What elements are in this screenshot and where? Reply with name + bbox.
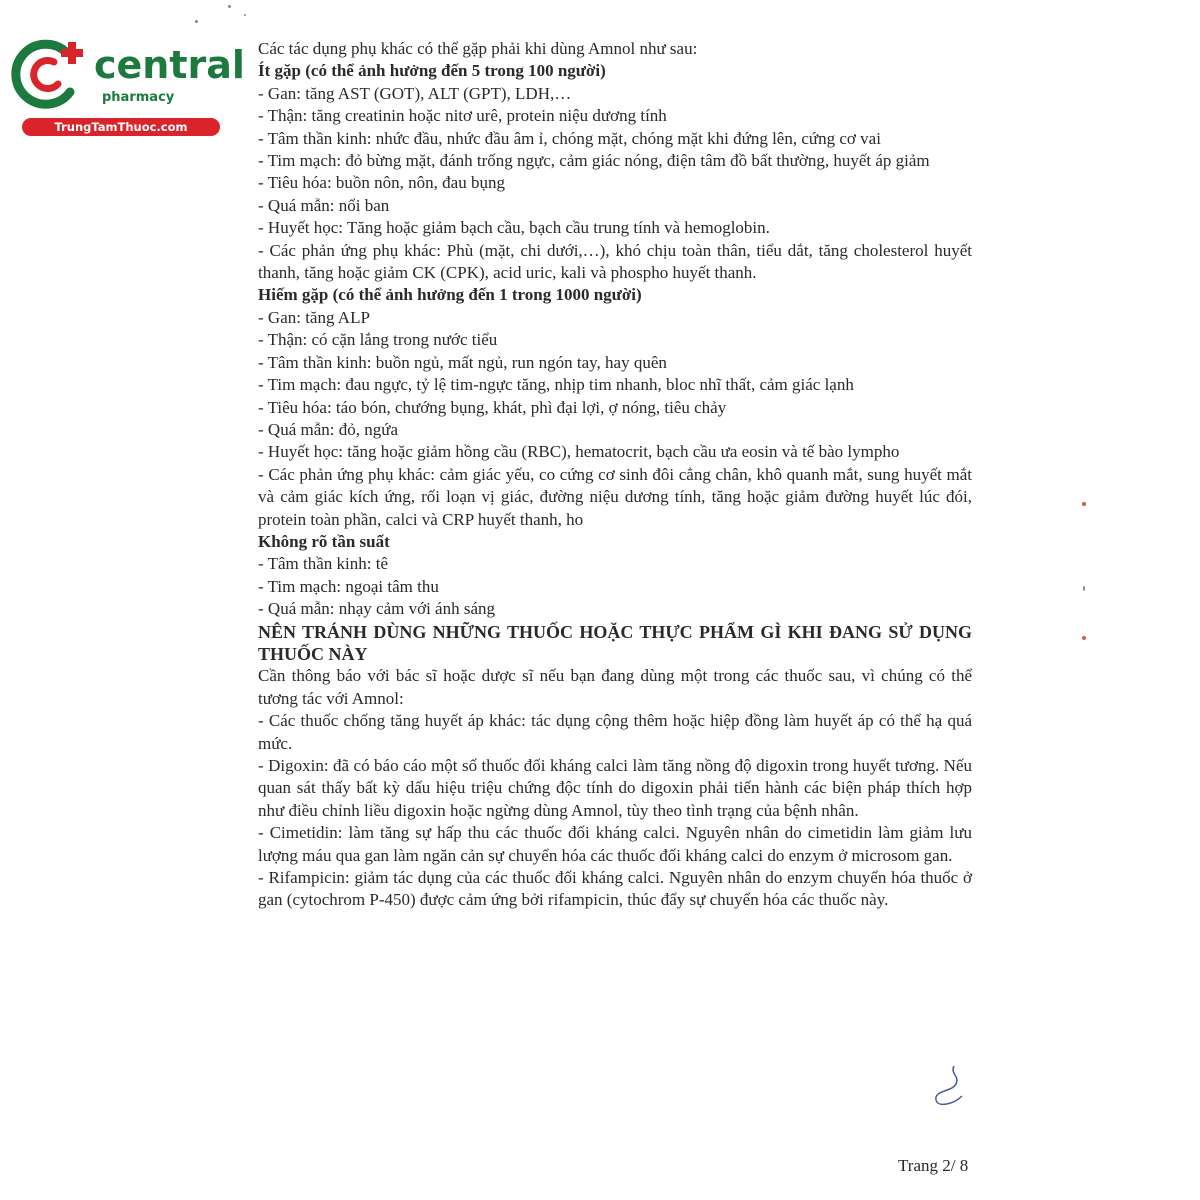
list-item: - Các phản ứng phụ khác: Phù (mặt, chi dưới,…), khó chịu toàn thân, tiểu dắt, tăng cholesterol huyết thanh, tăng hoặc giảm CK (CPK), acid uric, kali và phospho huyết thanh. [258,240,972,283]
list-item: - Gan: tăng ALP [258,307,370,327]
page-number: Trang 2/ 8 [898,1156,969,1175]
scan-speck [1082,502,1086,506]
handwritten-initial-mark [924,1060,974,1112]
list-item: - Quá mẫn: đỏ, ngứa [258,419,398,439]
pharmacy-cross-logo-icon [10,38,94,110]
interactions-intro: Cần thông báo với bác sĩ hoặc dược sĩ nếu bạn đang dùng một trong các thuốc sau, vì chúng có thể tương tác với Amnol: [258,666,972,708]
brand-subtitle: pharmacy [102,90,175,105]
brand-name: central [94,43,245,87]
list-item: - Thận: có cặn lắng trong nước tiểu [258,330,498,350]
list-item: - Digoxin: đã có báo cáo một số thuốc đối kháng calci làm tăng nồng độ digoxin trong huyết tương. Nếu quan sát thấy bất kỳ dấu hiệu triệu chứng độc tính do digoxin phải tiến hành các biện pháp thích hợp như điều chỉnh liều digoxin hoặc ngừng dùng Amnol, tùy theo tình trạng của bệnh nhân. [258,756,972,820]
list-item: - Tâm thần kinh: nhức đầu, nhức đầu âm ỉ, chóng mặt, chóng mặt khi đứng lên, cứng cơ vai [258,128,881,148]
list-item: - Tim mạch: đỏ bừng mặt, đánh trống ngực, cảm giác nóng, điện tâm đồ bất thường, huyết áp giảm [258,151,930,171]
unknown-frequency-heading: Không rõ tần suất [258,531,390,551]
list-item: - Tâm thần kinh: tê [258,554,388,574]
list-item: - Quá mẫn: nổi ban [258,195,390,215]
document-body [258,38,972,912]
scan-speck [1082,636,1086,640]
list-item: - Các thuốc chống tăng huyết áp khác: tác dụng cộng thêm hoặc hiệp đồng làm huyết áp có thể hạ quá mức. [258,711,972,753]
interactions-section-heading: NÊN TRÁNH DÙNG NHỮNG THUỐC HOẶC THỰC PHẨM GÌ KHI ĐANG SỬ DỤNG THUỐC NÀY [258,621,972,664]
uncommon-heading: Ít gặp (có thể ảnh hưởng đến 5 trong 100 người) [258,61,606,81]
list-item: - Tiêu hóa: táo bón, chướng bụng, khát, phì đại lợi, ợ nóng, tiêu chảy [258,397,727,417]
list-item: - Tiêu hóa: buồn nôn, nôn, đau bụng [258,173,505,193]
list-item: - Các phản ứng phụ khác: cảm giác yếu, co cứng cơ sinh đôi cẳng chân, khô quanh mắt, sung huyết mắt và cảm giác kích ứng, rối loạn vị giác, đường niệu dương tính, tăng hoặc giảm đường huyết lúc đói, protein toàn phần, calci và CRP huyết thanh, ho [258,464,972,529]
scan-speck [244,14,246,16]
list-item: - Huyết học: Tăng hoặc giảm bạch cầu, bạch cầu trung tính và hemoglobin. [258,218,770,238]
intro-line: Các tác dụng phụ khác có thể gặp phải khi dùng Amnol như sau: [258,39,698,58]
site-url-banner: TrungTamThuoc.com [22,118,220,136]
scan-speck [1083,586,1085,591]
list-item: - Tim mạch: ngoại tâm thu [258,576,439,596]
list-item: - Thận: tăng creatinin hoặc nitơ urê, protein niệu dương tính [258,106,667,126]
list-item: - Tâm thần kinh: buồn ngủ, mất ngủ, run ngón tay, hay quên [258,352,667,372]
central-pharmacy-logo [10,38,245,138]
scan-speck [195,20,198,23]
list-item: - Tim mạch: đau ngực, tỷ lệ tim-ngực tăng, nhịp tim nhanh, bloc nhĩ thất, cảm giác lạnh [258,375,854,395]
list-item: - Rifampicin: giảm tác dụng của các thuốc đối kháng calci. Nguyên nhân do enzym chuyển hóa thuốc ở gan (cytochrom P-450) được cảm ứng bởi rifampicin, thúc đẩy sự chuyển hóa các thuốc này. [258,868,972,910]
rare-heading: Hiếm gặp (có thể ảnh hưởng đến 1 trong 1000 người) [258,285,642,305]
list-item: - Gan: tăng AST (GOT), ALT (GPT), LDH,… [258,83,572,103]
list-item: - Cimetidin: làm tăng sự hấp thu các thuốc đối kháng calci. Nguyên nhân do cimetidin làm giảm lưu lượng máu qua gan làm ngăn cản sự chuyển hóa các thuốc đối kháng calci do enzym ở microsom gan. [258,823,972,865]
list-item: - Quá mẫn: nhạy cảm với ánh sáng [258,599,496,619]
scan-speck [228,5,231,8]
list-item: - Huyết học: tăng hoặc giảm hồng cầu (RBC), hematocrit, bạch cầu ưa eosin và tế bào lympho [258,442,900,462]
